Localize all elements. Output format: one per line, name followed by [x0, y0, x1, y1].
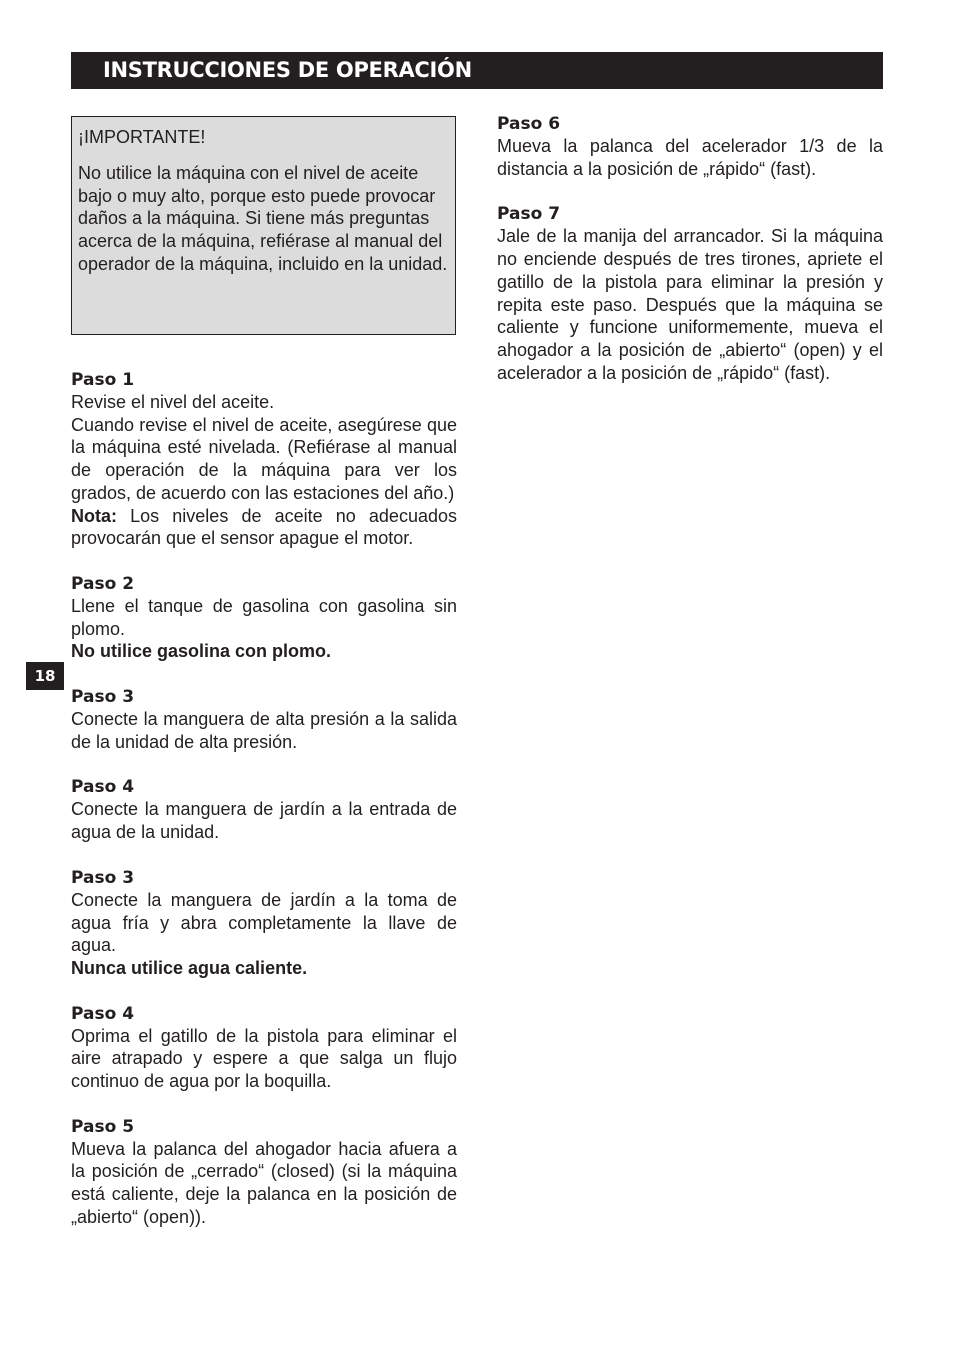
step-block: [71, 867, 457, 980]
important-text: No utilice la máquina con el nivel de aceite bajo o muy alto, porque esto puede provocar daños a la máquina. Si tiene más preguntas acerca de la máquina, refiérase al manual del operador de la máquina, incluido en la unidad.: [78, 163, 448, 274]
step-paragraph: [497, 135, 883, 180]
important-notice-box: [71, 116, 456, 335]
step-title: Paso 4: [71, 1003, 135, 1024]
step-text: Cuando revise el nivel de aceite, asegúrese que la máquina esté nivelada. (Refiérase al manual de operación de la máquina para ver los grados, de acuerdo con las estaciones del año.): [71, 414, 457, 503]
step-title: Paso 3: [71, 687, 135, 708]
step-paragraph: [497, 225, 883, 384]
step-block: [71, 369, 457, 550]
step-text: Los niveles de aceite no adecuados provocarán que el sensor apague el motor.: [71, 505, 457, 549]
step-title: Paso 6: [497, 114, 561, 134]
left-column: [71, 369, 457, 1252]
step-title: Paso 1: [71, 370, 135, 390]
step-paragraph: [71, 957, 457, 980]
step-block: [497, 113, 883, 180]
step-title: Paso 5: [71, 1116, 135, 1137]
step-text: Revise el nivel del aceite.: [71, 392, 275, 412]
step-paragraph: [71, 798, 457, 843]
step-paragraph: [71, 505, 457, 550]
step-text: Oprima el gatillo de la pistola para eliminar el aire atrapado y espere a que salga un flujo continuo de agua por la boquilla.: [71, 1025, 457, 1092]
right-column: [497, 113, 883, 407]
step-block: [71, 1003, 457, 1093]
section-title: INSTRUCCIONES DE OPERACIÓN: [103, 58, 472, 82]
step-paragraph: [71, 414, 457, 505]
step-paragraph: [71, 889, 457, 957]
step-paragraph: [71, 1138, 457, 1229]
step-title: Paso 3: [71, 867, 135, 888]
step-block: [71, 686, 457, 753]
step-block: [71, 776, 457, 843]
section-header: [71, 52, 883, 89]
step-text: Conecte la manguera de jardín a la entrada de agua de la unidad.: [71, 799, 457, 843]
step-text: Conecte la manguera de alta presión a la salida de la unidad de alta presión.: [71, 709, 457, 752]
page-number: 18: [26, 662, 64, 690]
step-title: Paso 2: [71, 573, 135, 594]
step-paragraph: [71, 640, 457, 663]
step-paragraph: [71, 595, 457, 640]
step-text: Jale de la manija del arrancador. Si la máquina no enciende después de tres tirones, apriete el gatillo de la pistola para eliminar la presión y repita este paso. Después que la máquina se caliente y funcione uniformemente, mueva el ahogador a la posición de „abierto“ (open) y el acelerador a la posición de „rápido“ (fast).: [497, 226, 883, 383]
step-text: Conecte la manguera de jardín a la toma de agua fría y abra completamente la llave de agua.: [71, 889, 457, 956]
step-paragraph: [71, 708, 457, 753]
step-block: [71, 1116, 457, 1229]
step-emphasis: No utilice gasolina con plomo.: [71, 641, 332, 662]
step-block: [71, 573, 457, 663]
step-paragraph: [71, 1025, 457, 1093]
step-block: [497, 203, 883, 384]
important-title: ¡IMPORTANTE!: [78, 127, 206, 147]
step-paragraph: [71, 391, 457, 414]
step-emphasis: Nota:: [71, 505, 117, 526]
step-title: Paso 4: [71, 777, 135, 798]
step-emphasis: Nunca utilice agua caliente.: [71, 957, 308, 978]
step-title: Paso 7: [497, 204, 561, 225]
step-text: Llene el tanque de gasolina con gasolina sin plomo.: [71, 595, 457, 639]
step-text: Mueva la palanca del acelerador 1/3 de la distancia a la posición de „rápido“ (fast).: [497, 136, 883, 179]
step-text: Mueva la palanca del ahogador hacia afuera a la posición de „cerrado“ (closed) (si la máquina está caliente, deje la palanca en la posición de „abierto“ (open)).: [71, 1138, 457, 1227]
